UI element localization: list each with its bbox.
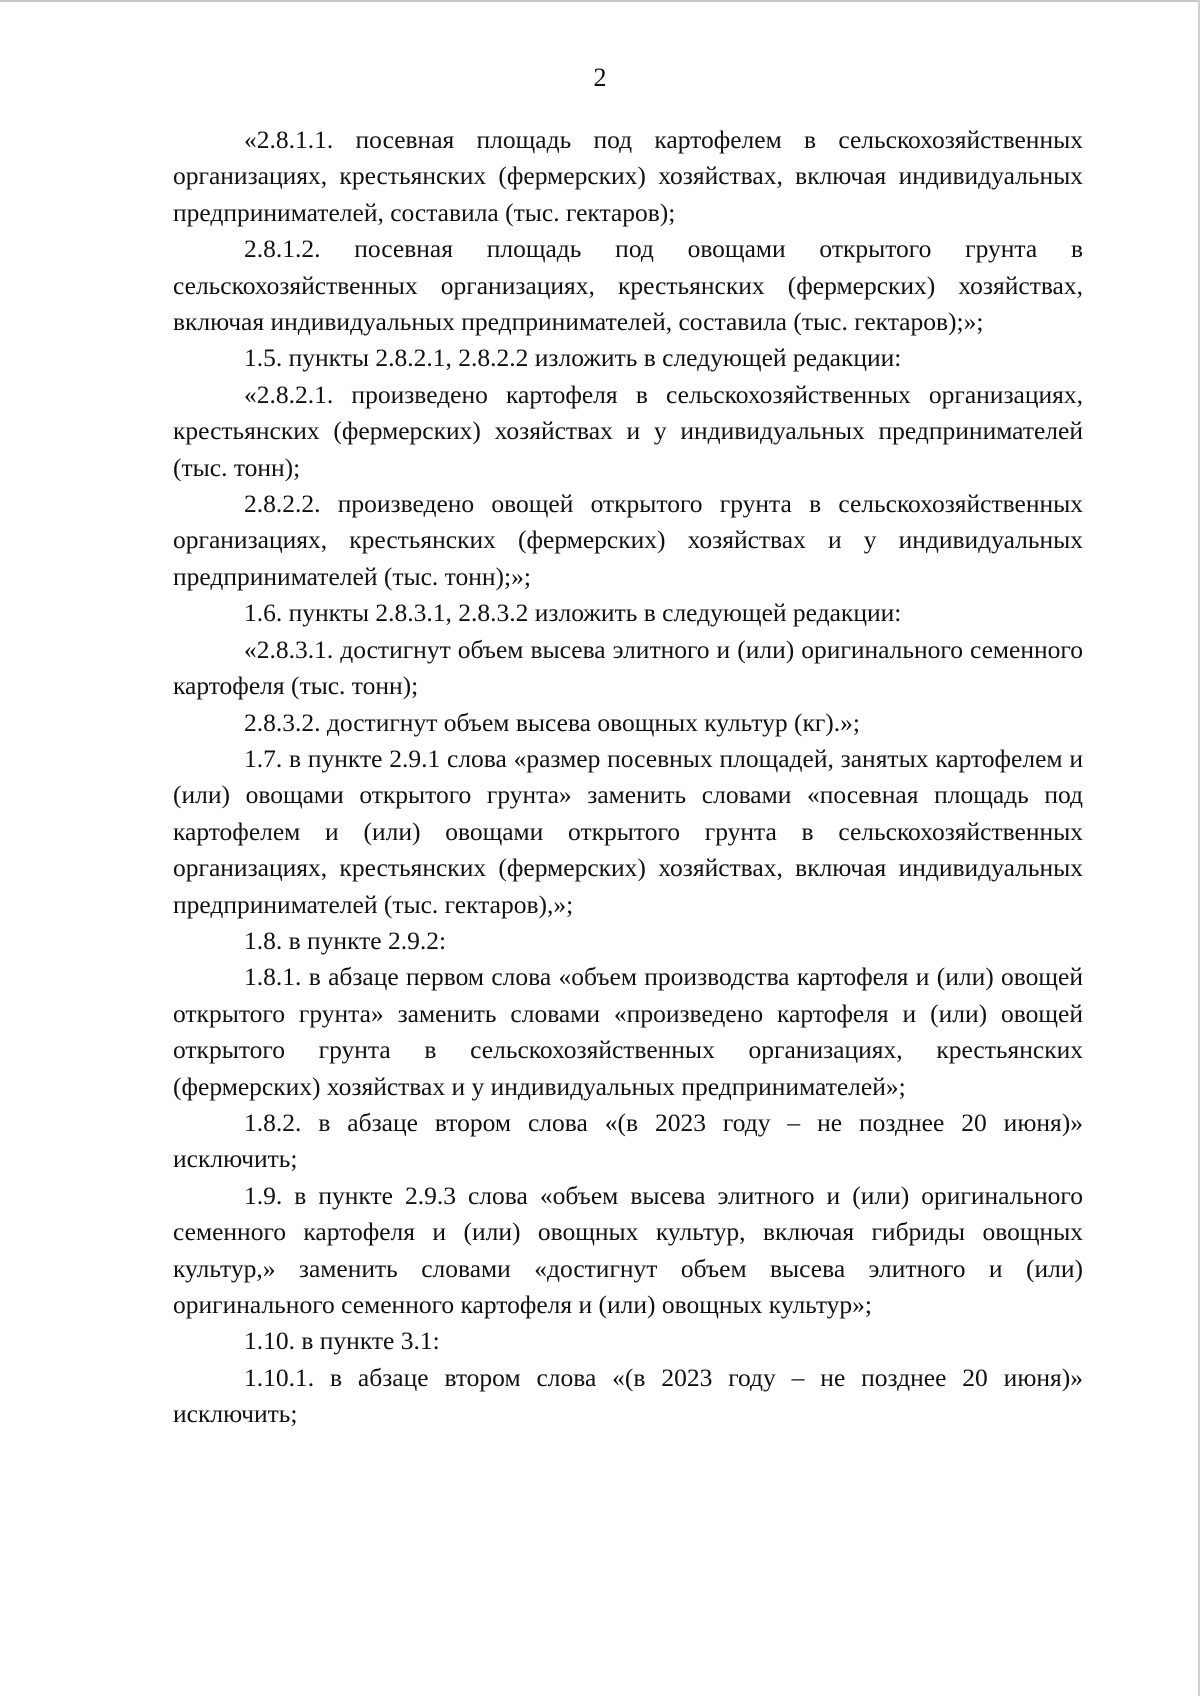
paragraph-2-8-2-1: «2.8.2.1. произведено картофеля в сельскохозяйственных организациях, крестьянских (фермерских) хозяйствах и у индивидуальных предпринимателей (тыс. тонн); — [173, 379, 1083, 482]
paragraph-1-8-2: 1.8.2. в абзаце втором слова «(в 2023 году – не позднее 20 июня)» исключить; — [173, 1107, 1083, 1174]
paragraph-2-8-3-1: «2.8.3.1. достигнут объем высева элитного и (или) оригинального семенного картофеля (тыс. тонн); — [173, 634, 1083, 701]
paragraph-1-8: 1.8. в пункте 2.9.2: — [244, 925, 447, 955]
paragraph-2-8-2-2: 2.8.2.2. произведено овощей открытого грунта в сельскохозяйственных организациях, крестьянских (фермерских) хозяйствах и у индивидуальных предпринимателей (тыс. тонн);»; — [173, 489, 1083, 591]
paragraph-2-8-1-1: «2.8.1.1. посевная площадь под картофелем в сельскохозяйственных организациях, крестьянских (фермерских) хозяйствах, включая индивидуальных предпринимателей, составила (тыс. гектаров); — [173, 125, 1083, 227]
paragraph-1-8-1: 1.8.1. в абзаце первом слова «объем производства картофеля и (или) овощей открытого грунта» заменить словами «произведено картофеля и (или) овощей открытого грунта в сельскохозяйственных организациях, крестьянских (фермерских) хозяйствах и у индивидуальных предпринимателей»; — [173, 962, 1083, 1101]
document-body — [173, 122, 1083, 1433]
paragraph-1-9: 1.9. в пункте 2.9.3 слова «объем высева элитного и (или) оригинального семенного картофеля и (или) овощных культур, включая гибриды овощных культур,» заменить словами «достигнут объем высева элитного и (или) оригинального семенного картофеля и (или) овощных культур»; — [173, 1180, 1083, 1319]
paragraph-2-8-1-2: 2.8.1.2. посевная площадь под овощами открытого грунта в сельскохозяйственных организациях, крестьянских (фермерских) хозяйствах, включая индивидуальных предпринимателей, составила (тыс. гектаров);»; — [173, 234, 1083, 337]
paragraph-1-7: 1.7. в пункте 2.9.1 слова «размер посевных площадей, занятых картофелем и (или) овощами открытого грунта» заменить словами «посевная площадь под картофелем и (или) овощами открытого грунта в сельскохозяйственных организациях, крестьянских (фермерских) хозяйствах, включая индивидуальных предпринимателей (тыс. гектаров),»; — [173, 743, 1083, 919]
paragraph-1-5: 1.5. пункты 2.8.2.1, 2.8.2.2 изложить в следующей редакции: — [244, 343, 902, 373]
paragraph-1-10-1: 1.10.1. в абзаце втором слова «(в 2023 году – не позднее 20 июня)» исключить; — [173, 1362, 1083, 1429]
paragraph-1-6: 1.6. пункты 2.8.3.1, 2.8.3.2 изложить в следующей редакции: — [244, 598, 902, 628]
paragraph-1-10: 1.10. в пункте 3.1: — [244, 1326, 440, 1356]
scan-edge-top — [0, 0, 1200, 2]
paragraph-2-8-3-2: 2.8.3.2. достигнут объем высева овощных культур (кг).»; — [244, 707, 861, 737]
page-number: 2 — [593, 63, 607, 92]
